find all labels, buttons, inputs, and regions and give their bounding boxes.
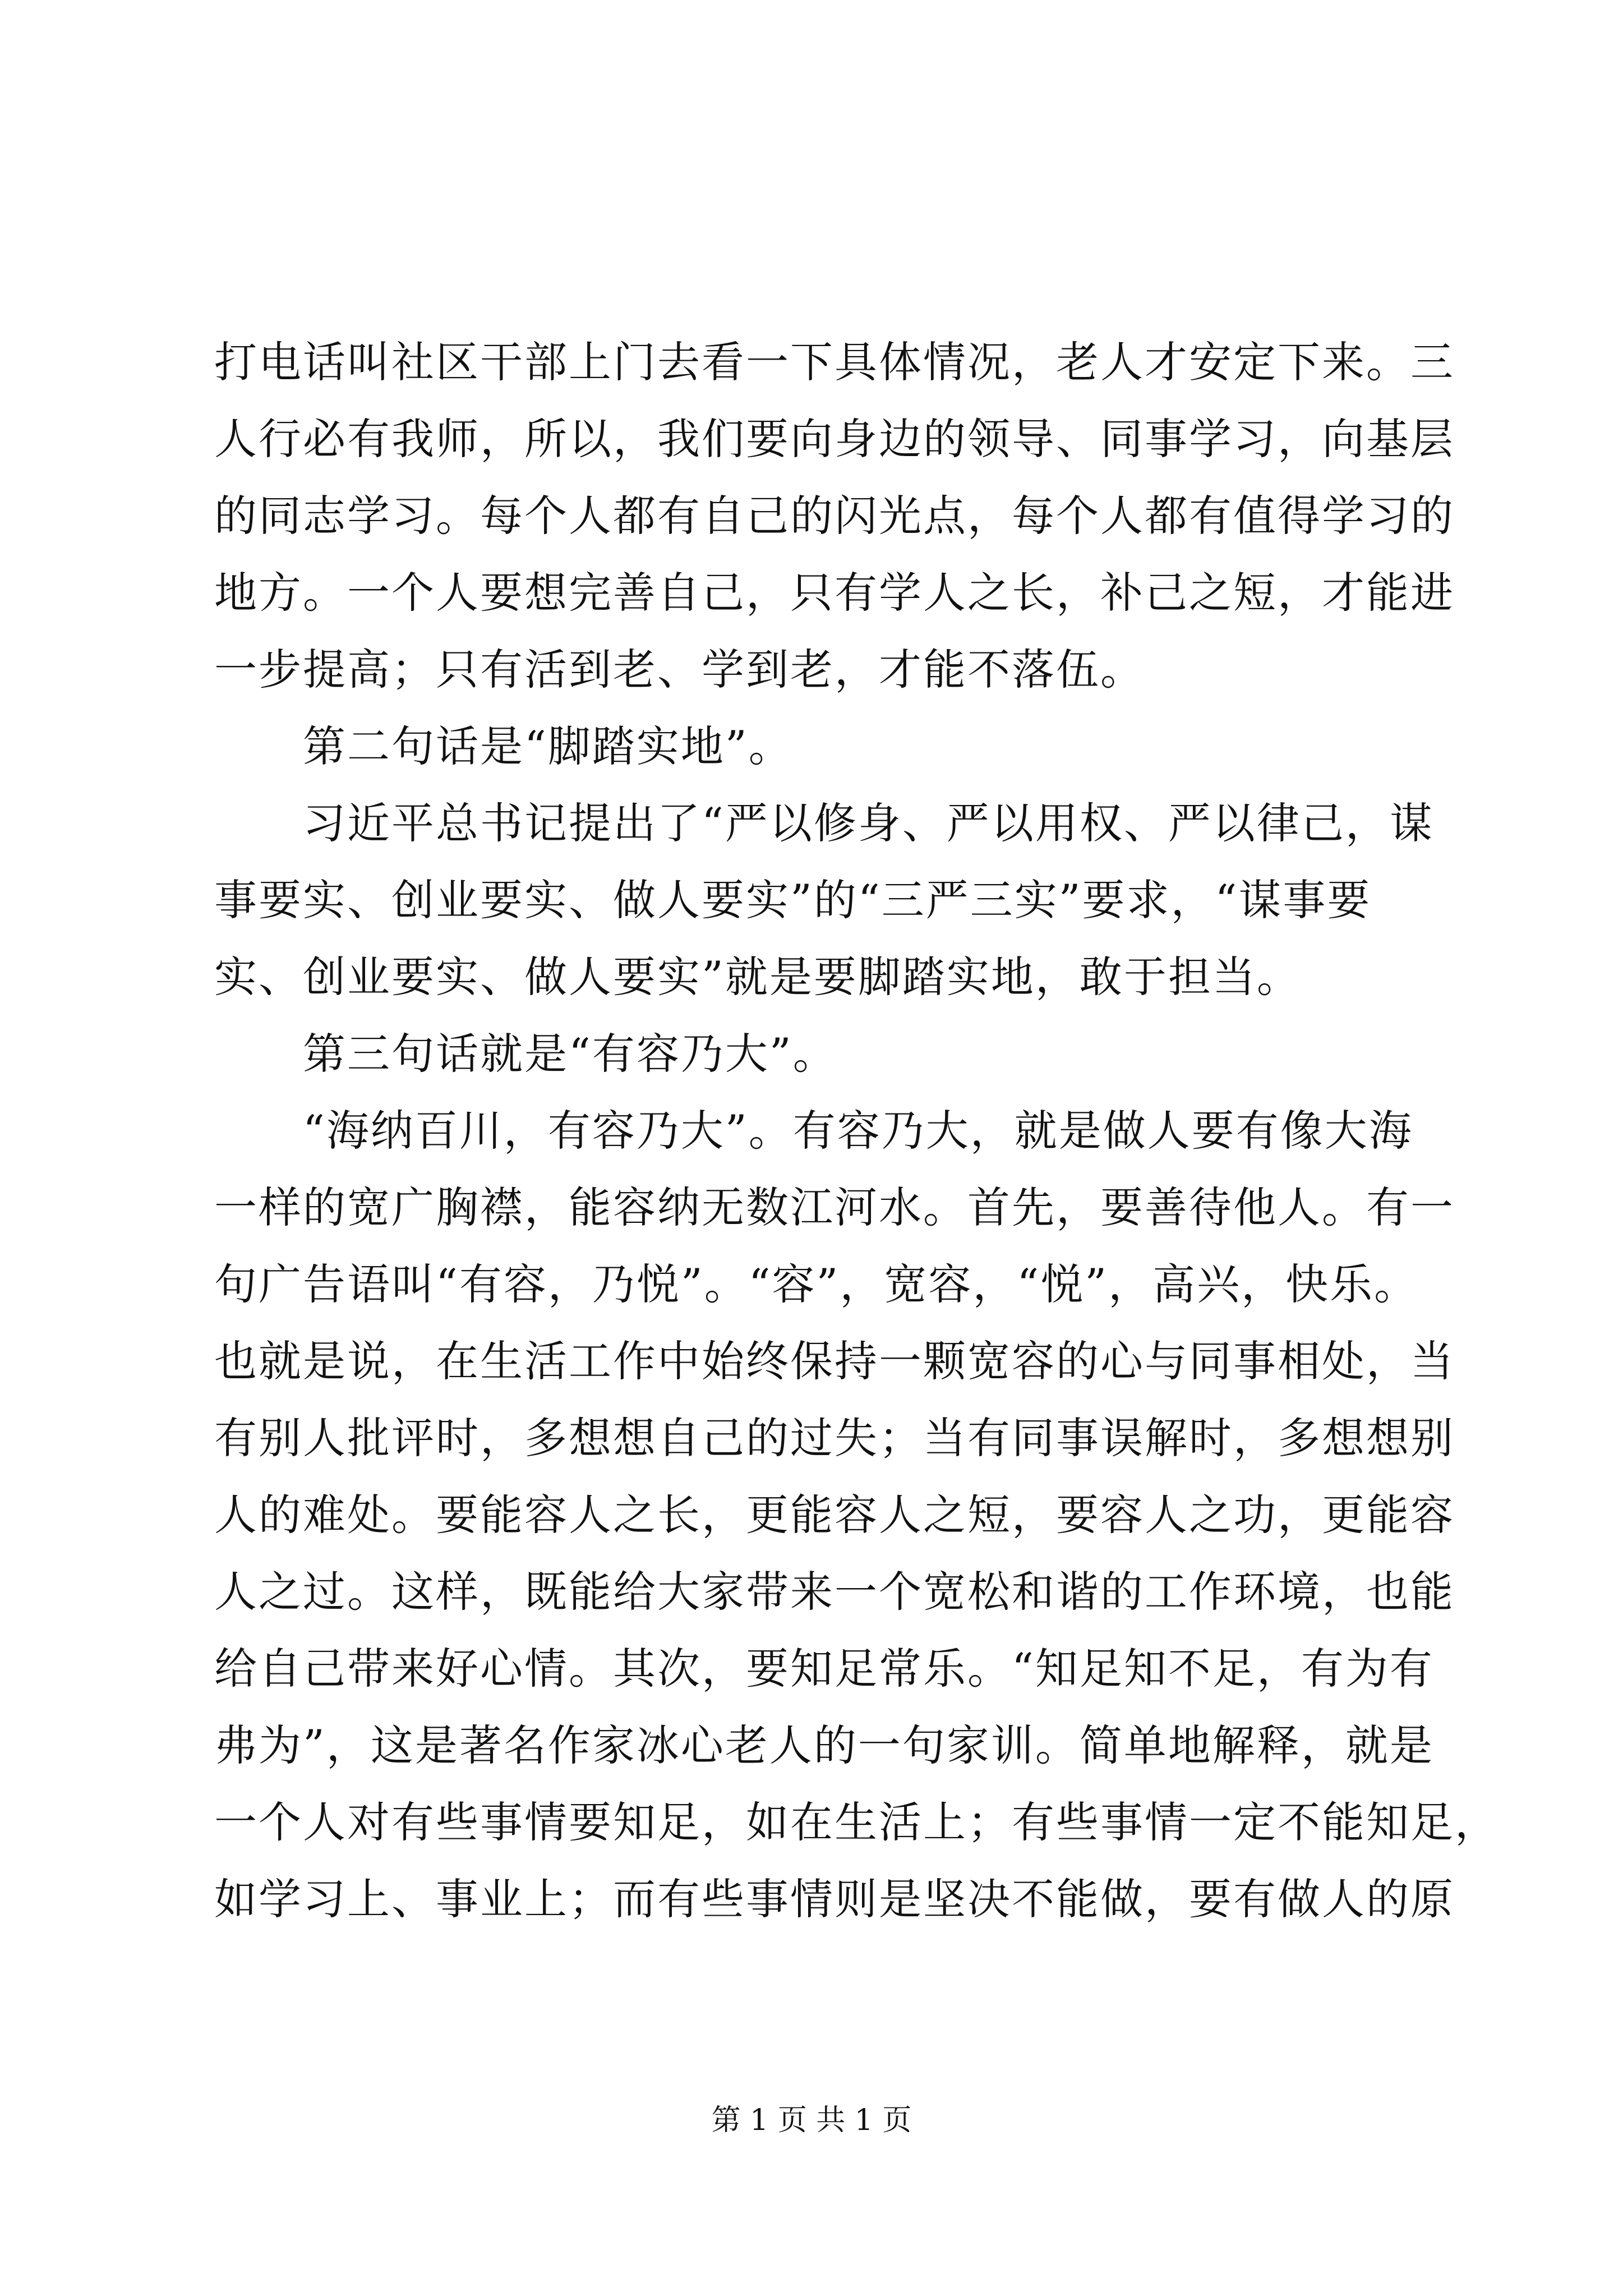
text-line: 句广告语叫“有容，乃悦”。“容”，宽容，“悦”，高兴，快乐。 <box>214 1259 1419 1309</box>
text-line: 人行必有我师，所以，我们要向身边的领导、同事学习，向基层 <box>214 414 1455 464</box>
text-line: 一样的宽广胸襟，能容纳无数江河水。首先，要善待他人。有一 <box>214 1182 1455 1232</box>
text-line: 习近平总书记提出了“严以修身、严以用权、严以律己，谋 <box>214 798 1434 848</box>
text-line: 一个人对有些事情要知足，如在生活上；有些事情一定不能知足， <box>214 1797 1499 1847</box>
page-footer: 第 1 页 共 1 页 <box>711 2104 912 2137</box>
text-line: 也就是说，在生活工作中始终保持一颗宽容的心与同事相处，当 <box>214 1336 1455 1386</box>
text-line: 弗为”，这是著名作家冰心老人的一句家训。简单地解释，就是 <box>214 1720 1434 1770</box>
text-line: “海纳百川，有容乃大”。有容乃大，就是做人要有像大海 <box>214 1106 1413 1156</box>
text-line: 第三句话就是“有容乃大”。 <box>214 1029 837 1079</box>
text-line: 第二句话是“脚踏实地”。 <box>214 721 793 771</box>
text-line: 地方。一个人要想完善自己，只有学人之长，补己之短，才能进 <box>214 568 1455 618</box>
text-line: 一步提高；只有活到老、学到老，才能不落伍。 <box>214 645 1145 694</box>
text-line: 有别人批评时，多想想自己的过失；当有同事误解时，多想想别 <box>214 1413 1455 1463</box>
text-line: 人的难处。要能容人之长，更能容人之短，要容人之功，更能容 <box>214 1490 1455 1540</box>
text-line: 实、创业要实、做人要实”就是要脚踏实地，敢于担当。 <box>214 952 1301 1002</box>
text-line: 的同志学习。每个人都有自己的闪光点，每个人都有值得学习的 <box>214 491 1455 541</box>
text-line: 打电话叫社区干部上门去看一下具体情况，老人才安定下来。三 <box>214 337 1455 387</box>
text-line: 如学习上、事业上；而有些事情则是坚决不能做，要有做人的原 <box>214 1874 1455 1924</box>
text-line: 人之过。这样，既能给大家带来一个宽松和谐的工作环境，也能 <box>214 1567 1455 1617</box>
text-line: 给自己带来好心情。其次，要知足常乐。“知足知不足，有为有 <box>214 1644 1434 1694</box>
text-line: 事要实、创业要实、做人要实”的“三严三实”要求，“谋事要 <box>214 875 1372 925</box>
